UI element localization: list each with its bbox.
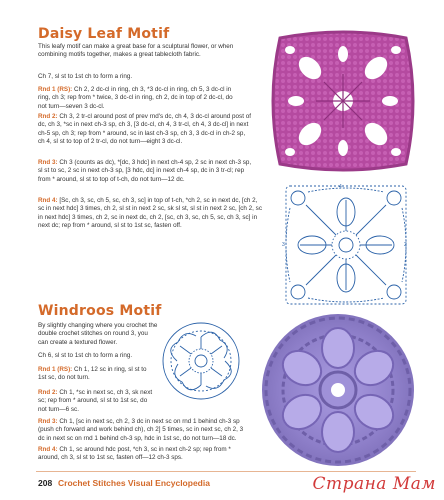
round-label: Rnd 2: — [38, 389, 58, 396]
round-4 — [38, 197, 264, 231]
page-number: 208 — [38, 478, 53, 488]
round-text: Ch 1, 12 sc in ring, sl st to 1st sc, do not turn. — [38, 366, 147, 382]
round-label: Rnd 3: — [38, 418, 58, 425]
round-text: Ch 3, 2 tr-cl around post of prev rnd's dc, ch 4, 3 dc-cl around post of dc, ch 3, *sc in next ch-3 sp, ch 3, [3 dc-cl, ch 4, 3 tr-cl, ch 4, 3 dc-cl] in next ch-5 sp, ch 3; rep from * around, sc in last ch-3 sp, ch 3, 3 dc-cl in ch-2 sp, ch 4, sl st to top of 2 tr-cl, do not turn—eight 3 dc-cl. — [38, 113, 251, 146]
section-title: Daisy Leaf Motif — [38, 26, 170, 42]
round-2 — [38, 389, 153, 414]
daisy-leaf-chart-diagram — [278, 180, 414, 310]
round-text: Ch 1, *sc in next sc, ch 3, sk next sc; rep from * around, sl st to 1st sc, do not turn—6 sc. — [38, 389, 153, 413]
round-label: Rnd 2: — [38, 113, 58, 120]
book-title: Crochet Stitches Visual Encyclopedia — [58, 478, 210, 488]
windroos-swatch-photo — [250, 310, 426, 470]
round-1 — [38, 366, 153, 383]
footer-divider — [36, 471, 416, 472]
round-3 — [38, 159, 253, 184]
intro-text: By slightly changing where you crochet the double crochet stitches on round 3, you can create a textured flower. — [38, 322, 158, 346]
round-3 — [38, 418, 248, 443]
round-label: Rnd 4: — [38, 197, 58, 204]
chain-instruction: Ch 7, sl st to 1st ch to form a ring. — [38, 73, 133, 80]
svg-text:4: 4 — [339, 184, 342, 190]
svg-text:2: 2 — [404, 242, 407, 248]
round-label: Rnd 3: — [38, 159, 58, 166]
round-label: Rnd 4: — [38, 446, 58, 453]
round-text: Ch 1, [sc in next sc, ch 2, 3 dc in next sc on rnd 1 behind ch-3 sp (push ch forward and work behind ch), ch 2] 5 times, sc in next sc, ch 2, 3 dc in next sc on rnd 1 behind ch-3 sp, hdc in 1st sc, do not turn—18 dc. — [38, 418, 244, 442]
intro-text: This leafy motif can make a great base for a sculptural flower, or when combining motifs together, makes a great tablecloth fabric. — [38, 43, 234, 59]
round-label: Rnd 1 (RS): — [38, 86, 73, 93]
watermark: Страна Мам — [312, 474, 436, 494]
windroos-chart-diagram — [158, 318, 244, 404]
round-text: Ch 2, 2 dc-cl in ring, ch 3, *3 dc-cl in ring, ch 5, 3 dc-cl in ring, ch 3; rep from * twice, 3 dc-cl in ring, ch 2, dc in top of 2 dc-cl, do not turn—seven 3 dc-cl. — [38, 86, 233, 110]
section-title: Windroos Motif — [38, 303, 162, 319]
round-1 — [38, 86, 243, 111]
round-text: Ch 1, sc around hdc post, *ch 3, sc in next ch-2 sp; rep from * around, ch 3, sl st to 1st sc, fasten off—12 ch-3 sps. — [38, 446, 231, 462]
daisy-leaf-swatch-photo — [262, 24, 424, 178]
chain-instruction: Ch 6, sl st to 1st ch to form a ring. — [38, 352, 133, 359]
round-text: [Sc, ch 3, sc, ch 5, sc, ch 3, sc] in top of t-ch, *ch 2, sc in next dc, [ch 2, sc in next hdc] 3 times, ch 2, sl st in next 2 sc, sk sl st, sl st in next 2 sc, [ch 2, sc in next hdc] 3 times, ch 2, sc in next dc, ch 2, [sc, ch 3, sc, ch 5, sc, ch 3, sc] in next dc; rep from * around, sl st to 1st sc, fasten off. — [38, 197, 262, 230]
svg-text:3: 3 — [282, 242, 285, 248]
round-label: Rnd 1 (RS): — [38, 366, 73, 373]
round-2 — [38, 113, 253, 147]
round-4 — [38, 446, 248, 463]
round-text: Ch 3 (counts as dc), *[dc, 3 hdc] in next ch-4 sp, 2 sc in next ch-3 sp, sl st to sc, 2 sc in next ch-3 sp, [3 hdc, dc] in next ch-4 sp, dc in 3 tr-cl; rep from * around, sl st to top of t-ch, do not turn—12 dc. — [38, 159, 252, 183]
